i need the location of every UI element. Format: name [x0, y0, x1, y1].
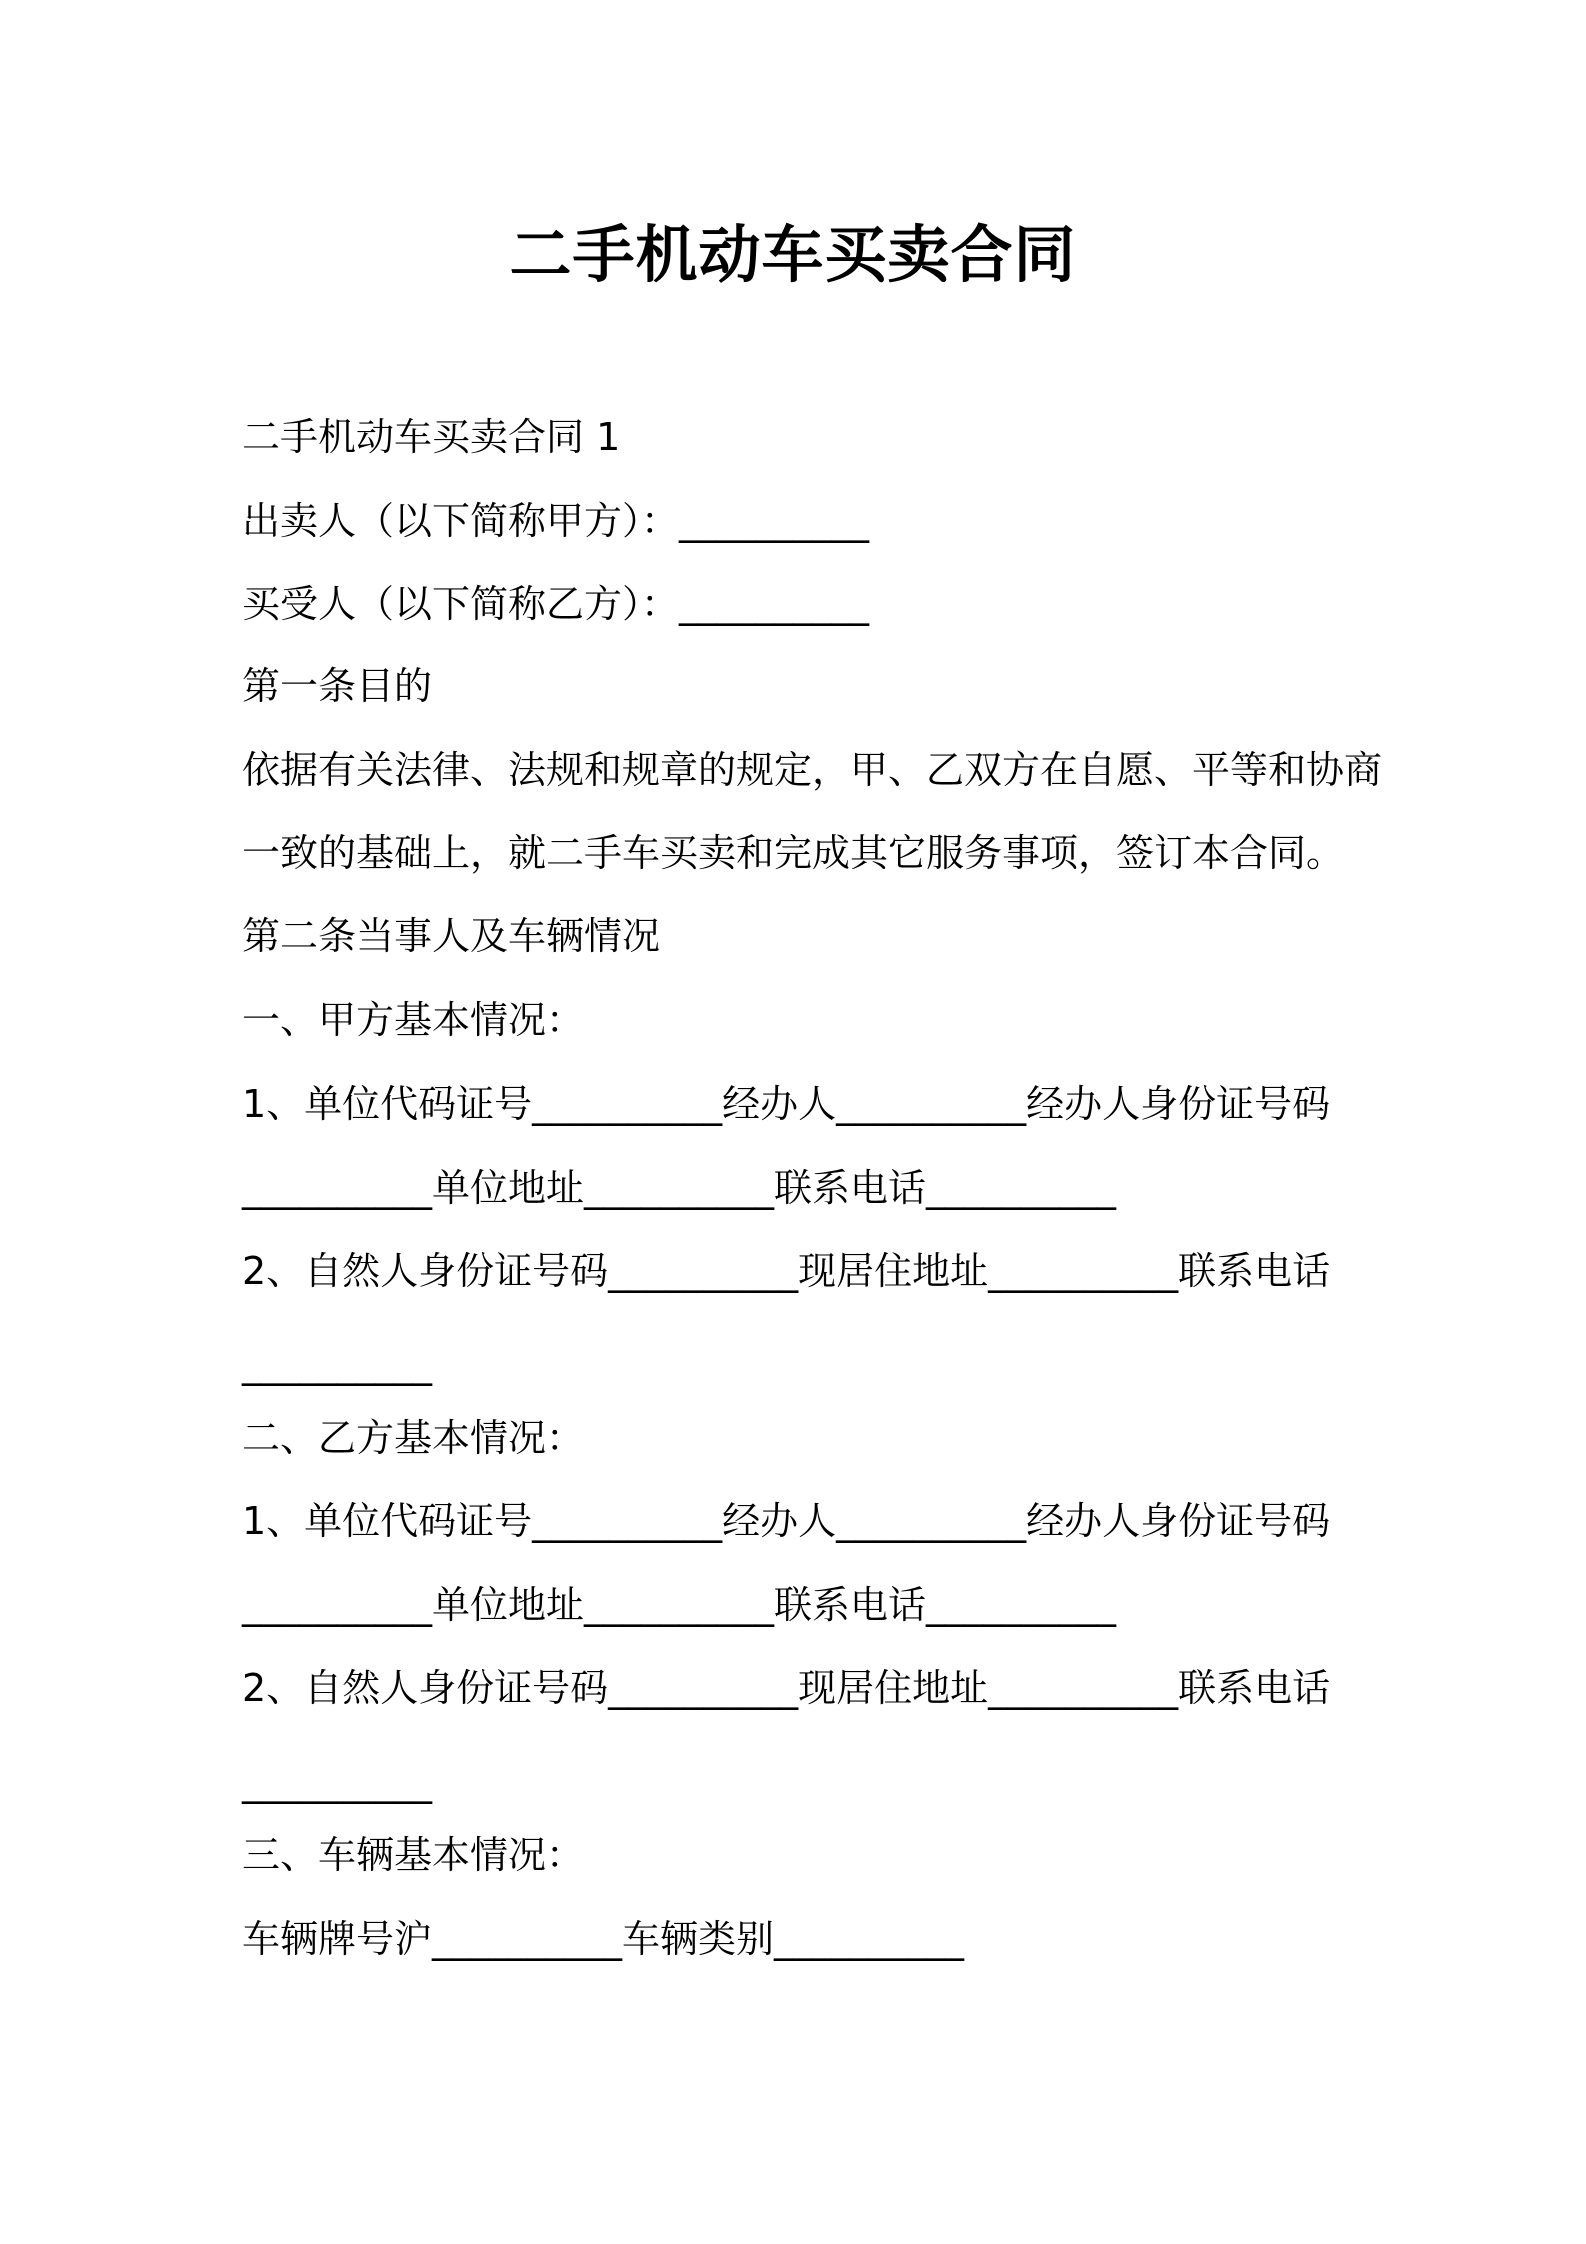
- vehicle-plate-line: 车辆牌号沪__________车辆类别__________: [242, 1917, 965, 1961]
- party-b-unit-line: 1、单位代码证号__________经办人__________经办人身份证号码: [242, 1499, 1331, 1543]
- document-title: 二手机动车买卖合同: [509, 218, 1077, 291]
- article-2-heading: 第二条当事人及车辆情况: [242, 914, 661, 958]
- party-b-unit-address-line: __________单位地址__________联系电话__________: [242, 1583, 1117, 1627]
- party-b-heading: 二、乙方基本情况：: [242, 1416, 585, 1460]
- party-a-unit-address-line: __________单位地址__________联系电话__________: [242, 1166, 1117, 1210]
- party-a-phone-blank: __________: [242, 1342, 432, 1386]
- article-1-heading: 第一条目的: [242, 664, 433, 708]
- party-a-person-line: 2、自然人身份证号码__________现居住地址__________联系电话: [242, 1249, 1331, 1293]
- party-a-unit-line: 1、单位代码证号__________经办人__________经办人身份证号码: [242, 1082, 1331, 1126]
- vehicle-heading: 三、车辆基本情况：: [242, 1833, 585, 1877]
- article-1-text-line-2: 一致的基础上，就二手车买卖和完成其它服务事项，签订本合同。: [242, 831, 1345, 875]
- party-a-heading: 一、甲方基本情况：: [242, 998, 585, 1042]
- article-1-text-line-1: 依据有关法律、法规和规章的规定，甲、乙双方在自愿、平等和协商: [242, 748, 1383, 792]
- buyer-line: 买受人（以下简称乙方）：__________: [242, 582, 870, 626]
- party-b-person-line: 2、自然人身份证号码__________现居住地址__________联系电话: [242, 1666, 1331, 1710]
- party-b-phone-blank: __________: [242, 1760, 432, 1804]
- seller-line: 出卖人（以下简称甲方）：__________: [242, 499, 870, 543]
- contract-subtitle: 二手机动车买卖合同 1: [242, 415, 621, 459]
